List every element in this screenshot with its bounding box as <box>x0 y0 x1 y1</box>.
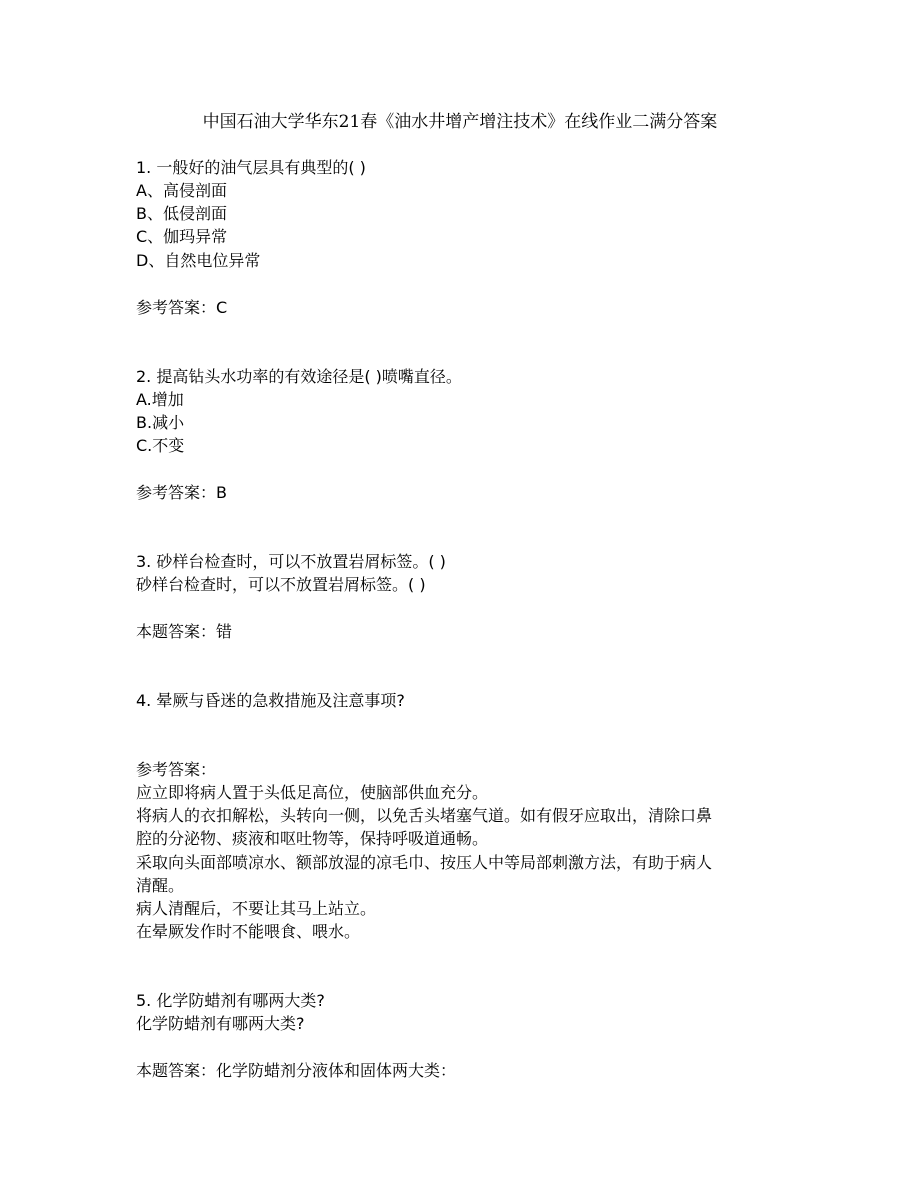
question-2-option-a: A.增加 <box>136 390 184 409</box>
question-1-option-b: B、低侵剖面 <box>136 204 227 223</box>
question-2-option-b: B.减小 <box>136 413 185 432</box>
question-4-answer-line: 将病人的衣扣解松，头转向一侧，以免舌头堵塞气道。如有假牙应取出，清除口鼻 <box>136 806 713 825</box>
document-title: 中国石油大学华东21春《油水井增产增注技术》在线作业二满分答案 <box>202 112 718 132</box>
question-1-option-d: D、自然电位异常 <box>136 251 261 270</box>
question-5-restatement: 化学防蜡剂有哪两大类? <box>136 1014 305 1033</box>
question-4-answer-label: 参考答案： <box>136 760 217 779</box>
question-4-answer-line: 在晕厥发作时不能喂食、喂水。 <box>136 922 361 941</box>
question-2-option-c: C.不变 <box>136 436 185 455</box>
question-3-restatement: 砂样台检查时，可以不放置岩屑标签。( ) <box>136 575 426 594</box>
question-4-answer-line: 采取向头面部喷凉水、额部放湿的凉毛巾、按压人中等局部刺激方法，有助于病人 <box>136 853 713 872</box>
question-4-answer-line: 应立即将病人置于头低足高位，使脑部供血充分。 <box>136 783 489 802</box>
question-2-answer: 参考答案：B <box>136 483 227 502</box>
question-3-stem: 3. 砂样台检查时，可以不放置岩屑标签。( ) <box>136 552 446 571</box>
question-1-answer: 参考答案：C <box>136 298 228 317</box>
question-4-answer-line: 腔的分泌物、痰液和呕吐物等，保持呼吸道通畅。 <box>136 829 489 848</box>
question-3-answer: 本题答案：错 <box>136 622 233 641</box>
question-4-stem: 4. 晕厥与昏迷的急救措施及注意事项? <box>136 691 405 710</box>
question-1-option-a: A、高侵剖面 <box>136 181 227 200</box>
question-5-answer: 本题答案：化学防蜡剂分液体和固体两大类： <box>136 1061 457 1080</box>
question-4-answer-line: 病人清醒后，不要让其马上站立。 <box>136 899 377 918</box>
question-1-option-c: C、伽玛异常 <box>136 227 228 246</box>
question-2-stem: 2. 提高钻头水功率的有效途径是( )喷嘴直径。 <box>136 367 462 386</box>
question-5-stem: 5. 化学防蜡剂有哪两大类? <box>136 991 325 1010</box>
question-4-answer-line: 清醒。 <box>136 876 185 895</box>
question-1-stem: 1. 一般好的油气层具有典型的( ) <box>136 158 366 177</box>
